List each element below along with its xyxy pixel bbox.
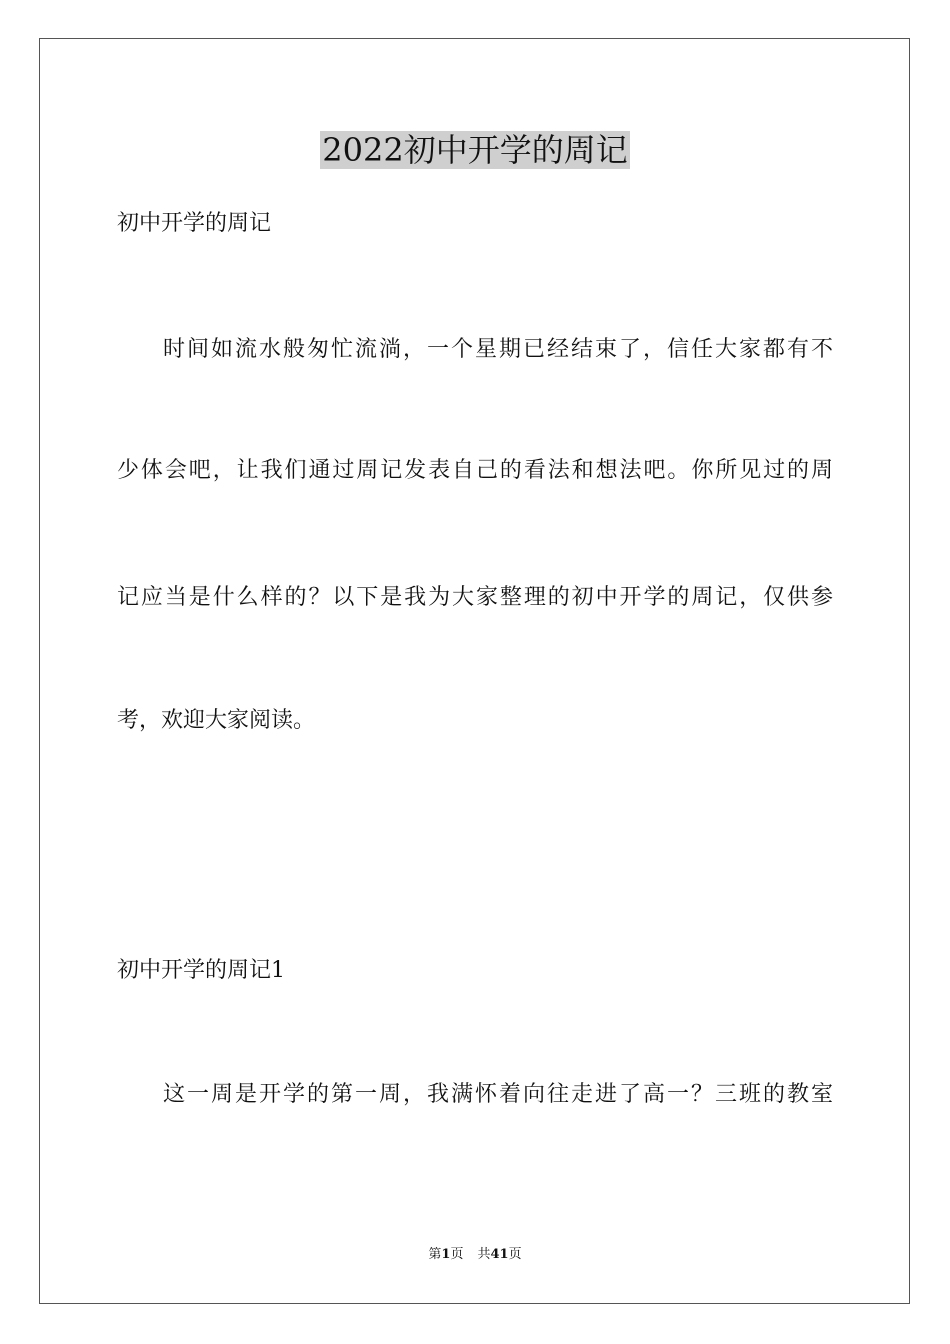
intro-line-2: 少体会吧，让我们通过周记发表自己的看法和想法吧。你所见过的周 — [117, 458, 833, 483]
footer-page-current: 1 — [441, 1247, 451, 1262]
document-subtitle: 初中开学的周记 — [117, 211, 272, 236]
footer-page-prefix: 第 — [428, 1247, 442, 1262]
document-title-text: 2022初中开学的周记 — [322, 131, 628, 169]
footer-page-unit: 页 — [450, 1247, 464, 1262]
intro-line-1: 时间如流水般匆忙流淌，一个星期已经结束了，信任大家都有不 — [163, 337, 833, 362]
footer-page-total: 41 — [490, 1247, 509, 1262]
page-footer — [0, 1246, 950, 1264]
footer-total-unit: 页 — [508, 1247, 522, 1262]
section-line-1: 这一周是开学的第一周，我满怀着向往走进了高一？三班的教室 — [163, 1082, 833, 1107]
intro-line-3: 记应当是什么样的？以下是我为大家整理的初中开学的周记，仅供参 — [117, 585, 833, 610]
section-heading: 初中开学的周记1 — [117, 958, 285, 983]
document-title — [0, 128, 950, 172]
intro-line-4: 考，欢迎大家阅读。 — [117, 708, 316, 733]
footer-total-prefix: 共 — [477, 1247, 491, 1262]
